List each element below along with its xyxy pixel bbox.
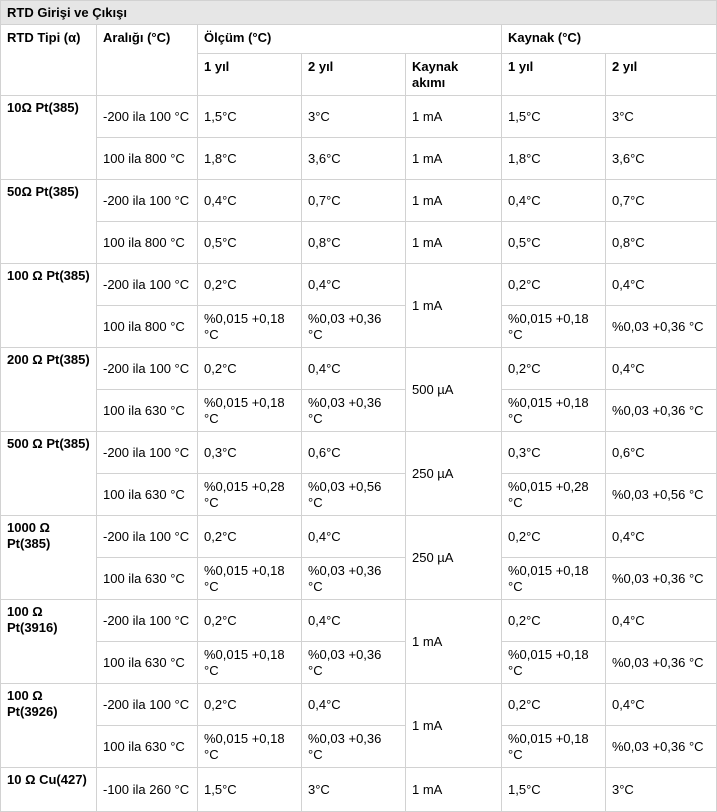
table-row — [1, 180, 717, 222]
source-2-year-cell: %0,03 +0,36 °C — [606, 558, 717, 600]
source-1-year-cell: %0,015 +0,18 °C — [502, 390, 606, 432]
measurement-1-year-cell: 0,2°C — [198, 264, 302, 306]
measurement-1-year-cell: 0,2°C — [198, 516, 302, 558]
measurement-2-year-cell: 0,4°C — [302, 516, 406, 558]
table-row — [1, 390, 717, 432]
source-1-year-cell: 1,8°C — [502, 138, 606, 180]
range-cell: 100 ila 630 °C — [97, 558, 198, 600]
rtd-type-cell: 500 Ω Pt(385) — [1, 432, 97, 516]
measurement-2-year-cell: 0,7°C — [302, 180, 406, 222]
table-row — [1, 516, 717, 558]
table-row — [1, 642, 717, 684]
table-row — [1, 474, 717, 516]
source-1-year-cell: %0,015 +0,28 °C — [502, 474, 606, 516]
table-row — [1, 96, 717, 138]
source-2-year-cell: 3°C — [606, 96, 717, 138]
source-2-year-cell: 3,6°C — [606, 138, 717, 180]
source-current-cell: 1 mA — [406, 96, 502, 138]
header-measurement: Ölçüm (°C) — [198, 25, 502, 54]
measurement-1-year-cell: %0,015 +0,18 °C — [198, 558, 302, 600]
source-2-year-cell: %0,03 +0,36 °C — [606, 642, 717, 684]
header-measurement-2-year: 2 yıl — [302, 54, 406, 96]
measurement-2-year-cell: %0,03 +0,36 °C — [302, 306, 406, 348]
table-row — [1, 558, 717, 600]
source-current-cell: 1 mA — [406, 768, 502, 812]
rtd-type-cell: 10Ω Pt(385) — [1, 96, 97, 180]
rtd-type-cell: 50Ω Pt(385) — [1, 180, 97, 264]
measurement-1-year-cell: 0,4°C — [198, 180, 302, 222]
measurement-2-year-cell: 0,4°C — [302, 684, 406, 726]
table-row — [1, 222, 717, 264]
range-cell: -200 ila 100 °C — [97, 264, 198, 306]
table-row — [1, 432, 717, 474]
measurement-1-year-cell: 0,2°C — [198, 348, 302, 390]
measurement-1-year-cell: 0,2°C — [198, 684, 302, 726]
measurement-2-year-cell: %0,03 +0,36 °C — [302, 390, 406, 432]
range-cell: 100 ila 630 °C — [97, 642, 198, 684]
measurement-2-year-cell: %0,03 +0,56 °C — [302, 474, 406, 516]
source-2-year-cell: 0,7°C — [606, 180, 717, 222]
table-row — [1, 138, 717, 180]
measurement-1-year-cell: 1,5°C — [198, 768, 302, 812]
range-cell: 100 ila 630 °C — [97, 390, 198, 432]
header-source: Kaynak (°C) — [502, 25, 717, 54]
source-1-year-cell: 0,5°C — [502, 222, 606, 264]
rtd-type-cell: 1000 Ω Pt(385) — [1, 516, 97, 600]
range-cell: -200 ila 100 °C — [97, 180, 198, 222]
measurement-1-year-cell: %0,015 +0,18 °C — [198, 390, 302, 432]
rtd-type-cell: 100 Ω Pt(385) — [1, 264, 97, 348]
rtd-type-cell: 10 Ω Cu(427) — [1, 768, 97, 812]
measurement-2-year-cell: 0,4°C — [302, 348, 406, 390]
range-cell: 100 ila 630 °C — [97, 474, 198, 516]
rtd-type-cell: 100 Ω Pt(3926) — [1, 684, 97, 768]
range-cell: -200 ila 100 °C — [97, 96, 198, 138]
source-2-year-cell: %0,03 +0,56 °C — [606, 474, 717, 516]
rtd-type-cell: 200 Ω Pt(385) — [1, 348, 97, 432]
source-2-year-cell: 0,4°C — [606, 348, 717, 390]
measurement-1-year-cell: 0,3°C — [198, 432, 302, 474]
range-cell: -200 ila 100 °C — [97, 684, 198, 726]
source-current-cell: 250 µA — [406, 432, 502, 516]
source-2-year-cell: 0,4°C — [606, 264, 717, 306]
table-row — [1, 264, 717, 306]
measurement-2-year-cell: 3°C — [302, 96, 406, 138]
source-2-year-cell: %0,03 +0,36 °C — [606, 306, 717, 348]
table-row — [1, 348, 717, 390]
measurement-2-year-cell: 0,4°C — [302, 264, 406, 306]
header-rtd-type: RTD Tipi (α) — [1, 25, 97, 96]
range-cell: 100 ila 800 °C — [97, 306, 198, 348]
measurement-1-year-cell: %0,015 +0,28 °C — [198, 474, 302, 516]
source-current-cell: 1 mA — [406, 264, 502, 348]
table-row — [1, 768, 717, 812]
measurement-1-year-cell: 1,5°C — [198, 96, 302, 138]
source-1-year-cell: %0,015 +0,18 °C — [502, 726, 606, 768]
source-1-year-cell: %0,015 +0,18 °C — [502, 642, 606, 684]
source-1-year-cell: %0,015 +0,18 °C — [502, 558, 606, 600]
source-1-year-cell: 0,2°C — [502, 264, 606, 306]
table-body — [1, 96, 717, 812]
source-1-year-cell: 0,4°C — [502, 180, 606, 222]
rtd-type-cell: 100 Ω Pt(3916) — [1, 600, 97, 684]
measurement-1-year-cell: 0,2°C — [198, 600, 302, 642]
range-cell: -200 ila 100 °C — [97, 348, 198, 390]
header-source-2-year: 2 yıl — [606, 54, 717, 96]
header-range: Aralığı (°C) — [97, 25, 198, 96]
header-source-1-year: 1 yıl — [502, 54, 606, 96]
source-2-year-cell: 3°C — [606, 768, 717, 812]
source-current-cell: 1 mA — [406, 684, 502, 768]
source-1-year-cell: 0,2°C — [502, 348, 606, 390]
table-row — [1, 684, 717, 726]
source-2-year-cell: 0,4°C — [606, 684, 717, 726]
measurement-1-year-cell: 1,8°C — [198, 138, 302, 180]
measurement-2-year-cell: %0,03 +0,36 °C — [302, 642, 406, 684]
measurement-2-year-cell: 0,6°C — [302, 432, 406, 474]
range-cell: -200 ila 100 °C — [97, 516, 198, 558]
source-2-year-cell: 0,6°C — [606, 432, 717, 474]
measurement-1-year-cell: %0,015 +0,18 °C — [198, 726, 302, 768]
measurement-2-year-cell: %0,03 +0,36 °C — [302, 726, 406, 768]
source-1-year-cell: 0,2°C — [502, 684, 606, 726]
source-2-year-cell: 0,4°C — [606, 600, 717, 642]
source-current-cell: 1 mA — [406, 222, 502, 264]
table-row — [1, 306, 717, 348]
source-current-cell: 1 mA — [406, 138, 502, 180]
range-cell: 100 ila 800 °C — [97, 138, 198, 180]
measurement-2-year-cell: 0,4°C — [302, 600, 406, 642]
range-cell: 100 ila 630 °C — [97, 726, 198, 768]
measurement-1-year-cell: 0,5°C — [198, 222, 302, 264]
source-1-year-cell: 1,5°C — [502, 768, 606, 812]
source-2-year-cell: 0,8°C — [606, 222, 717, 264]
measurement-2-year-cell: 3°C — [302, 768, 406, 812]
measurement-2-year-cell: %0,03 +0,36 °C — [302, 558, 406, 600]
range-cell: -100 ila 260 °C — [97, 768, 198, 812]
source-2-year-cell: 0,4°C — [606, 516, 717, 558]
source-current-cell: 500 µA — [406, 348, 502, 432]
source-2-year-cell: %0,03 +0,36 °C — [606, 726, 717, 768]
source-current-cell: 1 mA — [406, 600, 502, 684]
source-1-year-cell: 0,3°C — [502, 432, 606, 474]
header-source-current: Kaynak akımı — [406, 54, 502, 96]
header-measurement-1-year: 1 yıl — [198, 54, 302, 96]
table-row — [1, 600, 717, 642]
table-row — [1, 726, 717, 768]
measurement-2-year-cell: 0,8°C — [302, 222, 406, 264]
source-1-year-cell: 0,2°C — [502, 600, 606, 642]
measurement-1-year-cell: %0,015 +0,18 °C — [198, 642, 302, 684]
table-title: RTD Girişi ve Çıkışı — [1, 1, 717, 25]
source-current-cell: 1 mA — [406, 180, 502, 222]
source-current-cell: 250 µA — [406, 516, 502, 600]
source-2-year-cell: %0,03 +0,36 °C — [606, 390, 717, 432]
measurement-2-year-cell: 3,6°C — [302, 138, 406, 180]
range-cell: -200 ila 100 °C — [97, 432, 198, 474]
source-1-year-cell: 1,5°C — [502, 96, 606, 138]
range-cell: -200 ila 100 °C — [97, 600, 198, 642]
measurement-1-year-cell: %0,015 +0,18 °C — [198, 306, 302, 348]
source-1-year-cell: %0,015 +0,18 °C — [502, 306, 606, 348]
range-cell: 100 ila 800 °C — [97, 222, 198, 264]
source-1-year-cell: 0,2°C — [502, 516, 606, 558]
